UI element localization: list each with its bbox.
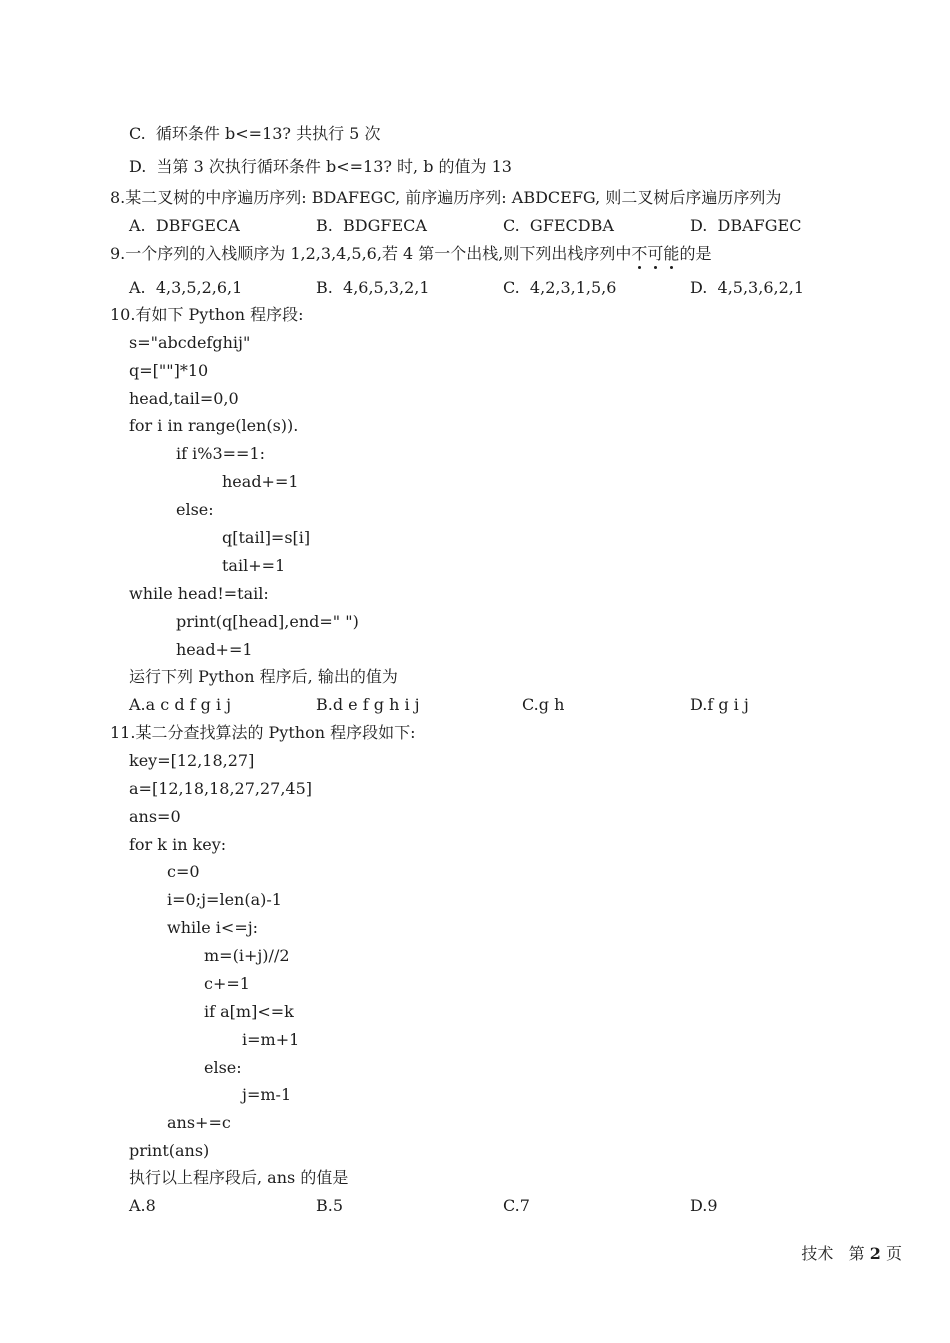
q11-option-a: A.8 — [129, 1196, 156, 1215]
q11-code-line: i=0;j=len(a)-1 — [167, 890, 282, 909]
q9-stem-text: 9.一个序列的入栈顺序为 1,2,3,4,5,6,若 4 第一个出栈,则下列出栈序列中 — [110, 244, 632, 263]
q9-emphasis-char: 不 — [631, 244, 648, 263]
q11-options — [0, 1196, 950, 1216]
q11-code-line: c+=1 — [204, 974, 250, 993]
footer-page-number: 2 — [869, 1244, 881, 1263]
q9-stem — [110, 244, 711, 264]
q9-option-c: C. 4,2,3,1,5,6 — [503, 278, 617, 297]
q9-option-b: B. 4,6,5,3,2,1 — [316, 278, 430, 297]
q10-code-line: if i%3==1: — [176, 444, 266, 463]
footer-subject: 技术 — [801, 1244, 834, 1263]
q8-stem: 8.某二叉树的中序遍历序列: BDAFEGC, 前序遍历序列: ABDCEFG, 则二叉树后序遍历序列为 — [110, 188, 782, 207]
q10-code-line: tail+=1 — [222, 556, 286, 575]
q10-code-line: head+=1 — [222, 472, 299, 491]
q8-options — [0, 216, 950, 236]
q10-option-a: A.a c d f g i j — [129, 695, 232, 714]
q9-option-d: D. 4,5,3,6,2,1 — [690, 278, 805, 297]
q11-code-line: a=[12,18,18,27,27,45] — [129, 779, 313, 798]
q10-code-line: while head!=tail: — [129, 584, 269, 603]
q9-option-a: A. 4,3,5,2,6,1 — [129, 278, 243, 297]
q11-stem: 11.某二分查找算法的 Python 程序段如下: — [110, 723, 416, 742]
q7-option-d: D. 当第 3 次执行循环条件 b<=13? 时, b 的值为 13 — [129, 157, 512, 176]
q8-option-b: B. BDGFECA — [316, 216, 427, 235]
q11-option-b: B.5 — [316, 1196, 344, 1215]
q11-code-line: i=m+1 — [242, 1030, 300, 1049]
q10-code-line: q=[""]*10 — [129, 361, 209, 380]
q11-code-line: ans+=c — [167, 1113, 231, 1132]
q10-question: 运行下列 Python 程序后, 输出的值为 — [129, 667, 398, 686]
q8-option-d: D. DBAFGEC — [690, 216, 802, 235]
q11-question: 执行以上程序段后, ans 的值是 — [129, 1168, 349, 1187]
footer-page-prefix: 第 — [848, 1244, 865, 1263]
footer-page-suffix: 页 — [885, 1244, 902, 1263]
q11-code-line: m=(i+j)//2 — [204, 946, 290, 965]
q10-code-line: head+=1 — [176, 640, 253, 659]
q11-code-line: while i<=j: — [167, 918, 259, 937]
q10-option-c: C.g h — [522, 695, 565, 714]
q10-options — [0, 695, 950, 715]
q11-option-d: D.9 — [690, 1196, 718, 1215]
q9-emphasis-char: 能 — [663, 244, 680, 263]
q9-stem-tail: 的是 — [679, 244, 712, 263]
q11-code-line: else: — [204, 1058, 242, 1077]
q11-code-line: ans=0 — [129, 807, 181, 826]
page-footer — [801, 1244, 902, 1264]
q10-option-b: B.d e f g h i j — [316, 695, 420, 714]
q10-option-d: D.f g i j — [690, 695, 749, 714]
q11-code-line: j=m-1 — [242, 1085, 292, 1104]
q10-code-line: print(q[head],end=" ") — [176, 612, 359, 631]
q8-option-c: C. GFECDBA — [503, 216, 614, 235]
q10-stem: 10.有如下 Python 程序段: — [110, 305, 304, 324]
q7-option-c: C. 循环条件 b<=13? 共执行 5 次 — [129, 124, 381, 143]
q8-option-a: A. DBFGECA — [129, 216, 240, 235]
q11-code-line: c=0 — [167, 862, 200, 881]
q10-code-line: head,tail=0,0 — [129, 389, 239, 408]
q11-code-line: if a[m]<=k — [204, 1002, 294, 1021]
q10-code-line: q[tail]=s[i] — [222, 528, 311, 547]
q11-code-line: for k in key: — [129, 835, 227, 854]
q10-code-line: for i in range(len(s)). — [129, 416, 299, 435]
q11-code-line: print(ans) — [129, 1141, 210, 1160]
q10-code-line: s="abcdefghij" — [129, 333, 251, 352]
q10-code-line: else: — [176, 500, 214, 519]
q9-emphasis-char: 可 — [647, 244, 664, 263]
q9-options — [0, 278, 950, 298]
q11-code-line: key=[12,18,27] — [129, 751, 255, 770]
q11-option-c: C.7 — [503, 1196, 530, 1215]
